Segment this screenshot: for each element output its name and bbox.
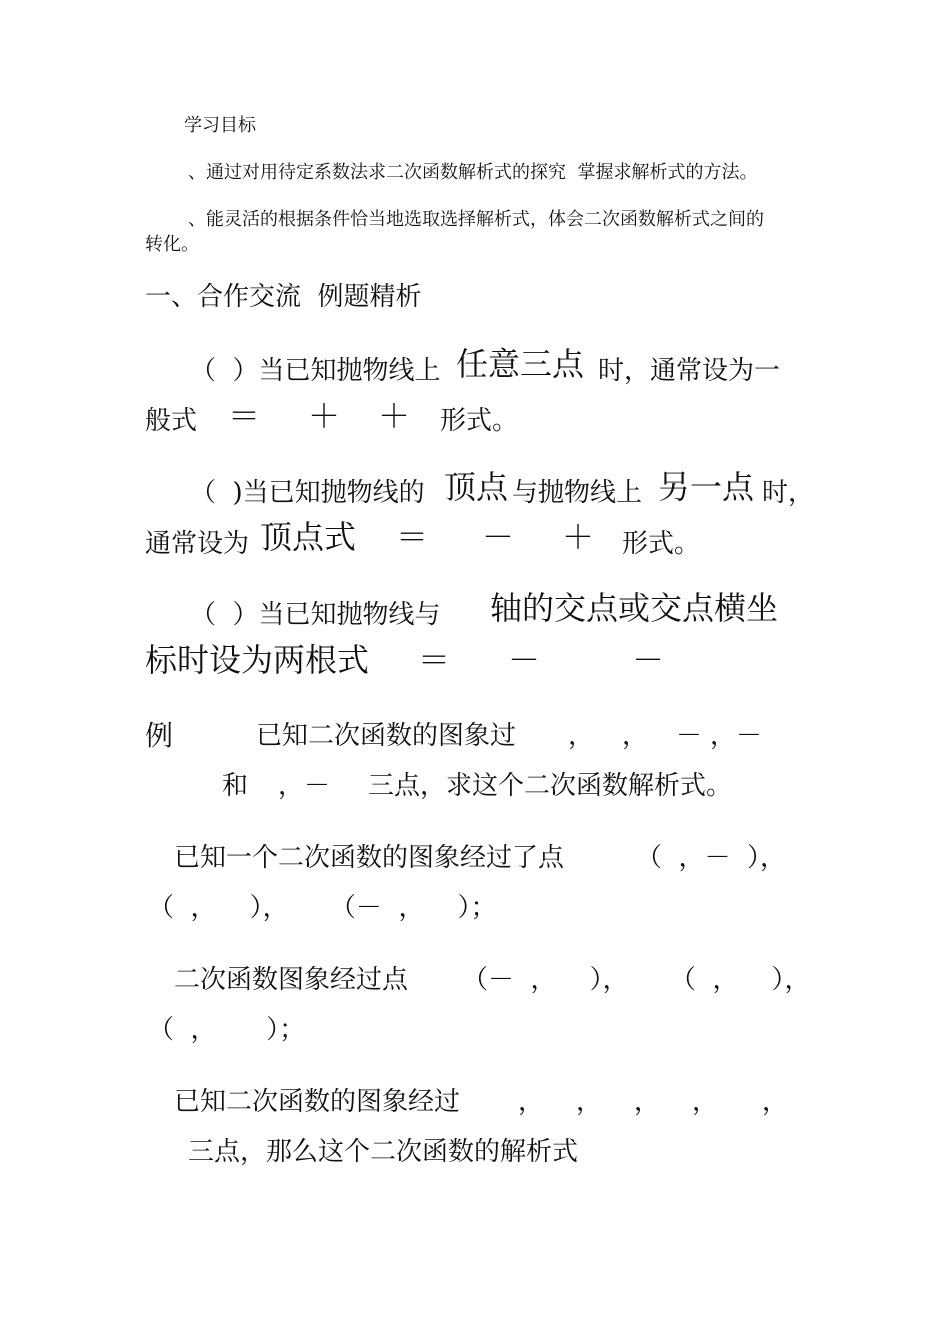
- example-comma-2: ，: [622, 721, 649, 751]
- example-minus-3: ，－: [278, 771, 331, 801]
- case1-form-end: 形式。: [440, 406, 519, 436]
- case1-text-cont: 时，通常设为一: [598, 356, 781, 386]
- exercise-1-point-1: （ ，－ ），: [636, 843, 787, 873]
- case1-equals: ＝: [228, 397, 261, 435]
- exercise-3-text: 已知二次函数的图象经过: [174, 1087, 461, 1117]
- example-minus-1: －: [676, 721, 703, 751]
- example-comma-1: ，: [568, 721, 595, 751]
- case2-equals: ＝: [396, 518, 429, 556]
- case2-plus: ＋: [562, 518, 595, 556]
- example-label: 例: [145, 719, 174, 752]
- case2-emphasis-point: 另一点: [658, 468, 755, 506]
- exercise-3-comma-5: ，: [762, 1087, 789, 1117]
- objective-item-2-cont: 转化。: [145, 234, 199, 255]
- exercise-3-comma-4: ，: [692, 1087, 719, 1117]
- case2-form-name: 顶点式: [260, 518, 357, 556]
- case1-text: （ ）当已知抛物线上: [190, 356, 441, 386]
- objective-item-2: 、能灵活的根据条件恰当地选取选择解析式，体会二次函数解析式之间的: [188, 209, 764, 230]
- case1-plus-1: ＋: [308, 397, 341, 435]
- case2-text-mid: 与抛物线上: [512, 478, 643, 508]
- objectives-title: 学习目标: [184, 115, 256, 136]
- case1-emphasis: 任意三点: [456, 345, 585, 383]
- case2-form-end: 形式。: [622, 529, 701, 559]
- example-question: 三点，求这个二次函数解析式。: [368, 771, 733, 801]
- exercise-3-question: 三点，那么这个二次函数的解析式: [188, 1137, 579, 1167]
- case3-text: （ ）当已知抛物线与: [190, 600, 441, 630]
- example-and: 和: [222, 771, 249, 801]
- case2-text: （ )当已知抛物线的: [190, 478, 425, 508]
- example-text: 已知二次函数的图象过: [256, 721, 517, 751]
- exercise-1-text: 已知一个二次函数的图象经过了点: [174, 843, 565, 873]
- case1-form-name: 般式: [145, 406, 198, 436]
- case2-emphasis-vertex: 顶点: [444, 468, 509, 506]
- case2-set-as: 通常设为: [145, 529, 250, 559]
- case2-minus: －: [482, 518, 515, 556]
- objective-item-1: 、通过对用待定系数法求二次函数解析式的探究 掌握求解析式的方法。: [188, 162, 758, 183]
- case3-minus-2: －: [632, 641, 665, 679]
- example-minus-2: ，－: [710, 721, 763, 751]
- exercise-3-comma-3: ，: [634, 1087, 661, 1117]
- case2-text-end: 时，: [762, 478, 815, 508]
- section-heading: 一、合作交流 例题精析: [145, 282, 422, 312]
- exercise-1-points: （ ， ）， （－ ， ）；: [148, 893, 497, 923]
- case3-form-name: 标时设为两根式: [145, 641, 370, 679]
- case1-plus-2: ＋: [378, 397, 411, 435]
- exercise-2-points: （－ ， ）， （ ， ），: [462, 965, 811, 995]
- exercise-2-text: 二次函数图象经过点: [174, 965, 409, 995]
- exercise-3-comma-2: ，: [576, 1087, 603, 1117]
- case3-minus-1: －: [508, 641, 541, 679]
- case3-emphasis: 轴的交点或交点横坐: [490, 589, 779, 627]
- exercise-2-point-3: （ ， ）；: [148, 1015, 306, 1045]
- case3-equals: ＝: [418, 641, 451, 679]
- exercise-3-comma-1: ，: [518, 1087, 545, 1117]
